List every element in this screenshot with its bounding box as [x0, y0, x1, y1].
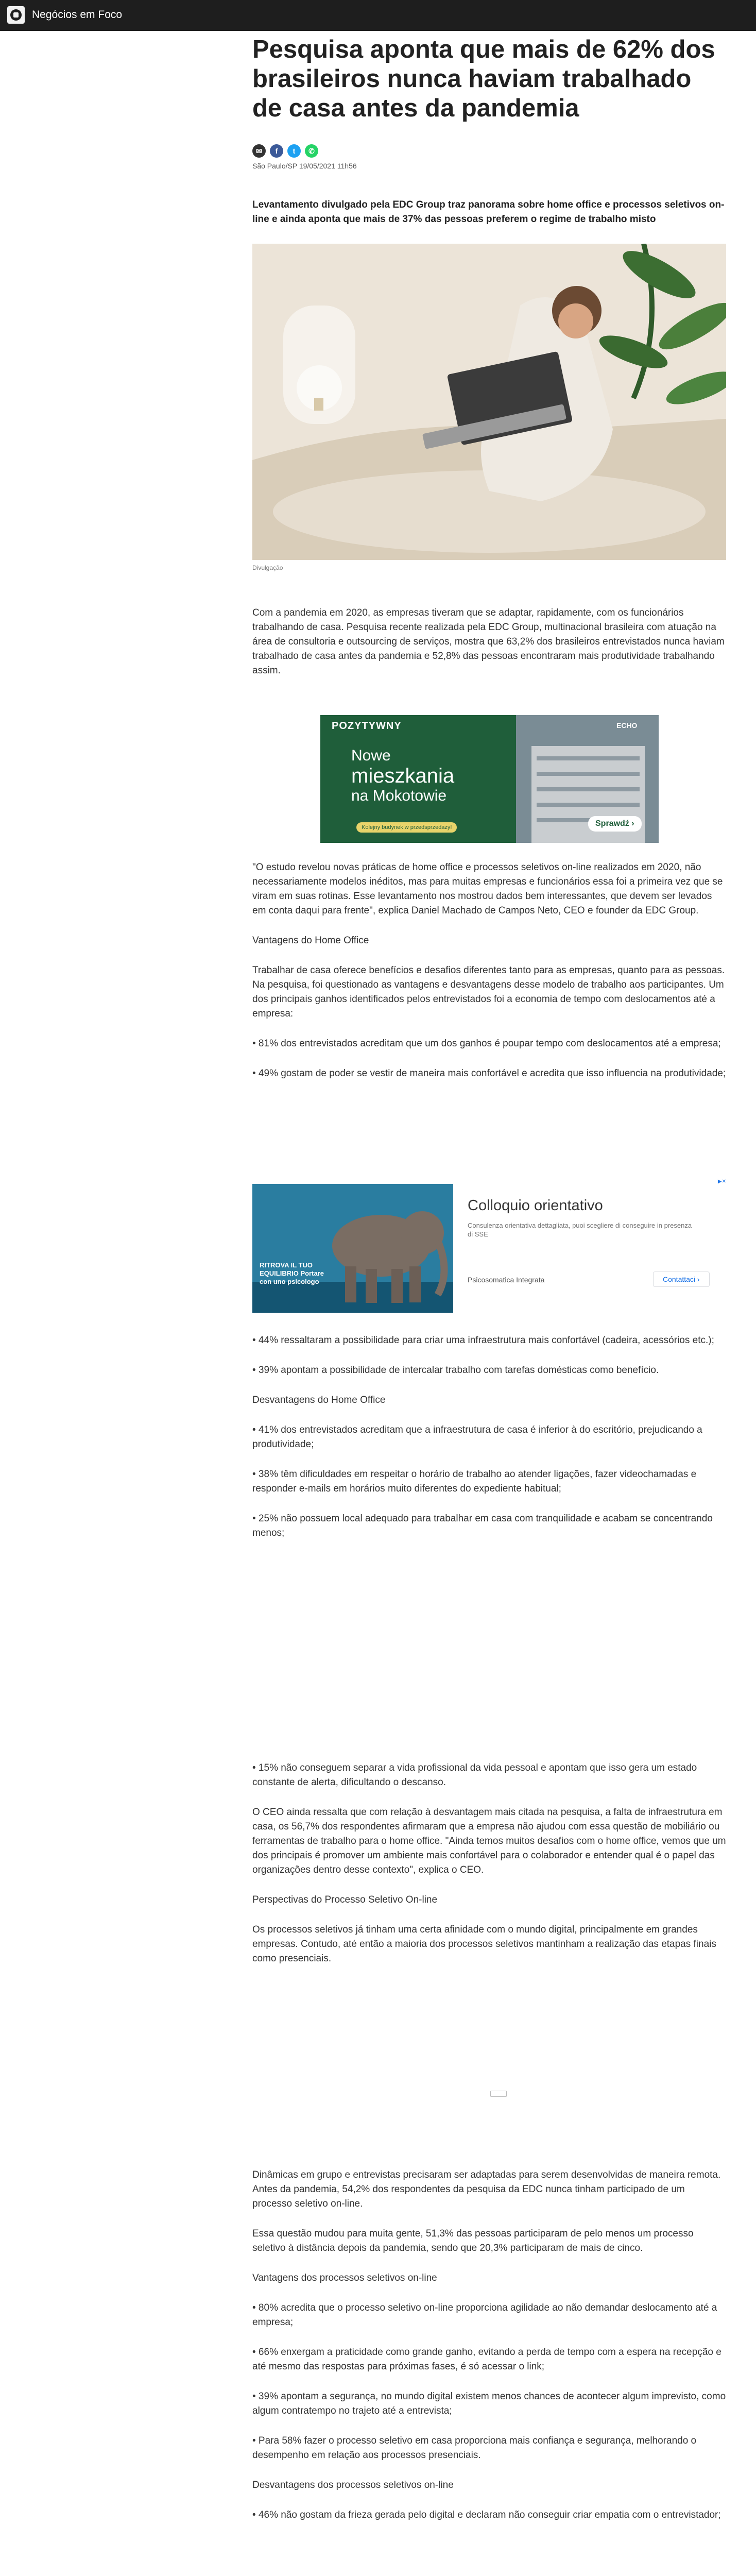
list-item: • 49% gostam de poder se vestir de maneira mais confortável e acredita que isso influencia na produtividade;: [252, 1068, 726, 1079]
article-body-5: [252, 2168, 726, 2522]
ad-cta-label: Contattaci: [663, 1275, 696, 1283]
woman-laptop-illustration: [252, 244, 726, 560]
list-item: • 39% apontam a segurança, no mundo digital existem menos chances de acontecer algum imprevisto, como algum contratempo no trajeto até a entrevista;: [252, 2391, 726, 2416]
article-lead: [252, 198, 726, 227]
list-item: • 66% enxergam a praticidade como grande ganho, evitando a perda de tempo com a espera na recepção e até mesmo das respostas para próximas fases, é só acessar o link;: [252, 2347, 721, 2372]
adchoices-icon[interactable]: ▶✕: [717, 1179, 726, 1184]
list-item: • 44% ressaltaram a possibilidade para criar uma infraestrutura mais confortável (cadeira, acessórios etc.);: [252, 1335, 714, 1346]
ad-line: mieszkania: [351, 765, 455, 787]
site-name: Negócios em Foco: [32, 9, 123, 21]
whatsapp-icon[interactable]: ✆: [305, 144, 318, 158]
paragraph: O CEO ainda ressalta que com relação à desvantagem mais citada na pesquisa, a falta de infraestrutura em casa, os 56,7% dos respondentes afirmaram que a empresa não ajudou com essa questão de mobiliário ou ferramentas de trabalho para o home office. "Ainda temos muitos desafios com o home office, vemos que um dos principais é promover um ambiente mais confortável para o colaborador e entender qual é o papel das organizações dentro desse contexto", explica o CEO.: [252, 1807, 726, 1875]
elephant-illustration: [252, 1184, 453, 1313]
list-item: • 80% acredita que o processo seletivo on-line proporciona agilidade ao não demandar deslocamento até a empresa;: [252, 2302, 717, 2328]
email-icon[interactable]: ✉: [252, 144, 266, 158]
article-body-2: [252, 860, 726, 1081]
advertisement-banner-colloquio[interactable]: [252, 1179, 726, 1314]
ad-headline: [351, 747, 454, 805]
article-body-3: [252, 1333, 726, 1540]
list-item: • 38% têm dificuldades em respeitar o horário de trabalho ao atender ligações, fazer videochamadas e responder e-mails em horários muito diferentes do expediente habitual;: [252, 1469, 697, 1494]
list-item: • 15% não conseguem separar a vida profissional da vida pessoal e apontam que isso gera um estado constante de alerta, dificultando o descanso.: [252, 1762, 697, 1788]
advertisement-banner-apartments[interactable]: [320, 715, 659, 843]
section-heading: Vantagens do Home Office: [252, 935, 369, 946]
share-bar: [252, 144, 726, 170]
ad-placeholder-icon: [490, 2091, 507, 2097]
article-body-4: [252, 1761, 726, 1966]
paragraph: Trabalhar de casa oferece benefícios e desafios diferentes tanto para as empresas, quanto para as pessoas. Na pesquisa, foi questionado as vantagens e desvantagens desse modelo de trabalho aos participantes. Um dos principais ganhos identificados pelos entrevistados foi a economia de tempo com deslocamentos até a empresa:: [252, 965, 725, 1019]
ad-image: [252, 1184, 453, 1313]
ad-title[interactable]: Colloquio orientativo: [468, 1197, 603, 1214]
ad-brand: POZYTYWNY: [332, 720, 402, 732]
site-logo-icon: [7, 6, 25, 24]
image-caption: Divulgação: [252, 564, 283, 571]
paragraph: Dinâmicas em grupo e entrevistas precisaram ser adaptadas para serem desenvolvidas de maneira remota. Antes da pandemia, 54,2% dos respondentes da pesquisa da EDC nunca tinham participado de um processo seletivo on-line.: [252, 2170, 721, 2209]
paragraph: Com a pandemia em 2020, as empresas tiveram que se adaptar, rapidamente, com os funcionários trabalhando de casa. Pesquisa recente realizada pela EDC Group, multinacional brasileira com atuação na área de consultoria e outsourcing de serviços, mostra que 63,2% dos brasileiros entrevistados nunca haviam trabalhado de casa antes da pandemia e 52,8% das pessoas encontraram mais produtividade trabalhando assim.: [252, 607, 725, 676]
article-meta: São Paulo/SP 19/05/2021 11h56: [252, 162, 357, 170]
ad-source: Psicosomatica Integrata: [468, 1276, 545, 1284]
section-heading: Vantagens dos processos seletivos on-line: [252, 2273, 437, 2283]
list-item: • 81% dos entrevistados acreditam que um dos ganhos é poupar tempo com deslocamentos até a empresa;: [252, 1038, 721, 1049]
hero-image: [252, 244, 726, 560]
ad-tagline: Kolejny budynek w przedsprzedaży!: [356, 822, 457, 833]
ad-cta-button[interactable]: Sprawdź ›: [588, 816, 642, 832]
paragraph: Essa questão mudou para muita gente, 51,3% das pessoas participaram de pelo menos um processo seletivo à distância depois da pandemia, sendo que 20,3% participaram de mais de cinco.: [252, 2228, 694, 2253]
list-item: • Para 58% fazer o processo seletivo em casa proporciona mais confiança e segurança, melhorando o desempenho em relação aos processos presenciais.: [252, 2435, 697, 2461]
paragraph: Os processos seletivos já tinham uma certa afinidade com o mundo digital, principalmente em grandes empresas. Contudo, até então a maioria dos processos seletivos mantinham a realização das etapas finais como presenciais.: [252, 1924, 716, 1964]
ad-cta-button[interactable]: Contattaci ›: [653, 1272, 710, 1287]
ad-description: Consulenza orientativa dettagliata, puoi scegliere di conseguire in presenza di SSE: [468, 1222, 692, 1238]
facebook-icon[interactable]: f: [270, 144, 283, 158]
paragraph: "O estudo revelou novas práticas de home office e processos seletivos on-line realizados em 2020, não necessariamente modelos inéditos, mas para muitas empresas e funcionários essa foi a primeira vez que se viram em suas rotinas. Esse levantamento nos mostrou dados bem interessantes, que devem ser levados em conta daqui para frente", explica Daniel Machado de Campos Neto, CEO e founder da EDC Group.: [252, 862, 723, 916]
list-item: • 46% não gostam da frieza gerada pelo digital e declaram não conseguir criar empatia com o entrevistador;: [252, 2510, 721, 2520]
ad-line: na Mokotowie: [351, 787, 447, 804]
list-item: • 41% dos entrevistados acreditam que a infraestrutura de casa é inferior à do escritório, prejudicando a produtividade;: [252, 1425, 702, 1450]
article-body-1: [252, 606, 726, 678]
top-navbar: [0, 0, 756, 31]
lead-text: Levantamento divulgado pela EDC Group traz panorama sobre home office e processos seletivos on-line e ainda aponta que mais de 37% das pessoas preferem o regime de trabalho misto: [252, 199, 725, 225]
article-title: Pesquisa aponta que mais de 62% dos brasileiros nunca haviam trabalhado de casa antes da pandemia: [252, 36, 715, 122]
site-brand[interactable]: [7, 6, 122, 24]
list-item: • 39% apontam a possibilidade de intercalar trabalho com tarefas domésticas como benefício.: [252, 1365, 659, 1376]
section-heading: Desvantagens do Home Office: [252, 1395, 386, 1405]
section-heading: Desvantagens dos processos seletivos on-line: [252, 2480, 454, 2490]
ad-image-text: RITROVA IL TUO EQUILIBRIO Portare con uno psicologo: [260, 1261, 324, 1285]
ad-line: Nowe: [351, 747, 391, 764]
ad-logo: ECHO: [616, 721, 638, 730]
article-header: [252, 35, 726, 123]
list-item: • 25% não possuem local adequado para trabalhar em casa com tranquilidade e acabam se concentrando menos;: [252, 1513, 713, 1538]
section-heading: Perspectivas do Processo Seletivo On-line: [252, 1894, 438, 1905]
twitter-icon[interactable]: t: [287, 144, 301, 158]
empty-ad-slot: [252, 1607, 726, 1741]
